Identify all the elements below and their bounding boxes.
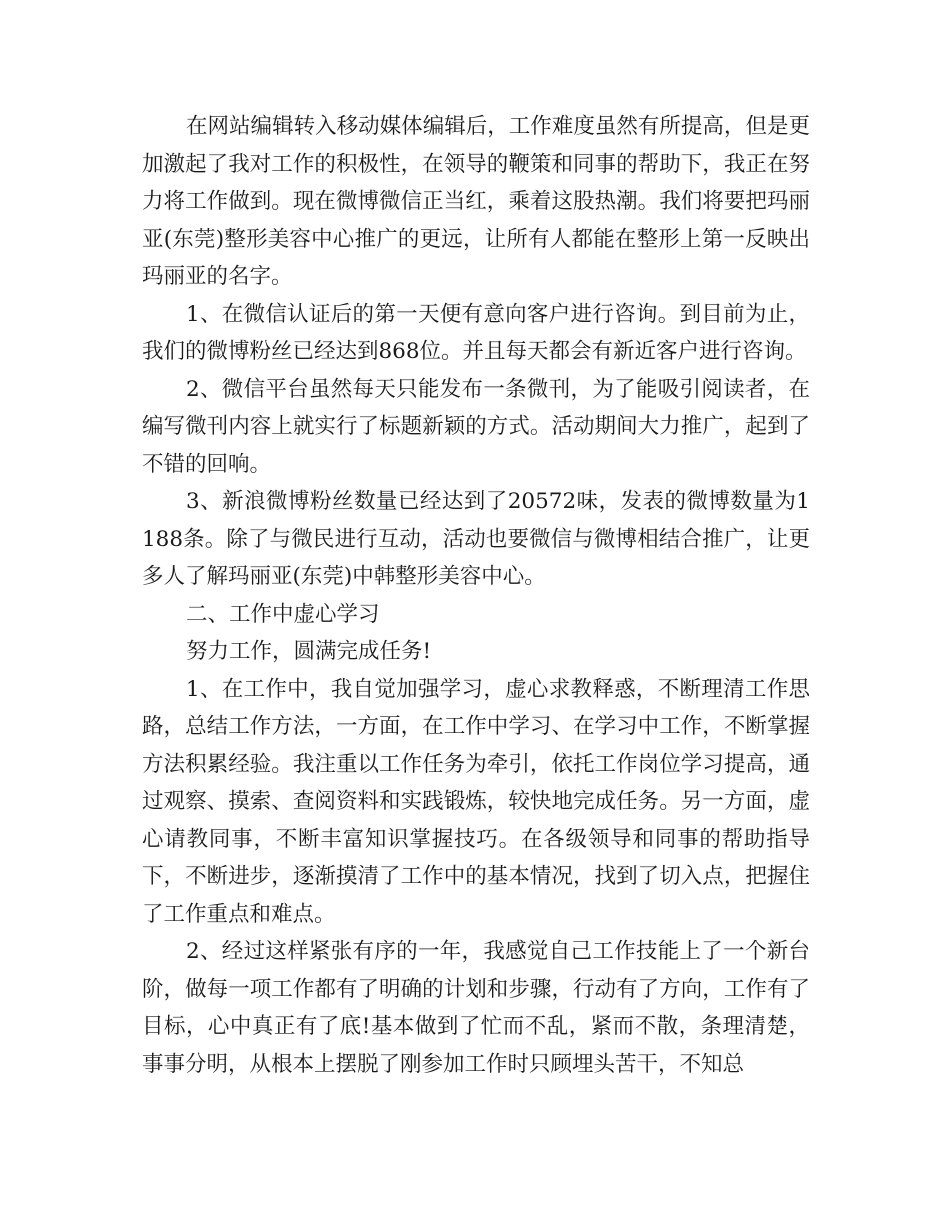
- section-heading-learning: 二、工作中虚心学习: [186, 601, 380, 627]
- paragraph-item-3-sina-weibo: 3、新浪微博粉丝数量已经达到了20572味，发表的微博数量为1188条。除了与微民进行互动，活动也要微信与微博相结合推广，让更多人了解玛丽亚(东莞)中韩整形美容中心。: [142, 489, 810, 589]
- paragraph-intro: 在网站编辑转入移动媒体编辑后，工作难度虽然有所提高，但是更加激起了我对工作的积极性，在领导的鞭策和同事的帮助下，我正在努力将工作做到。现在微博微信正当红，乘着这股热潮。我们将要把玛丽亚(东莞)整形美容中心推广的更远，让所有人都能在整形上第一反映出玛丽亚的名字。: [142, 114, 810, 289]
- paragraph-slogan: 努力工作，圆满完成任务!: [186, 639, 432, 664]
- paragraph-item-2-wechat-platform: 2、微信平台虽然每天只能发布一条微刊，为了能吸引阅读者，在编写微刊内容上就实行了标题新颖的方式。活动期间大力推广，起到了不错的回响。: [142, 376, 810, 477]
- paragraph-learning-item-2: 2、经过这样紧张有序的一年，我感觉自己工作技能上了一个新台阶，做每一项工作都有了明确的计划和步骤，行动有了方向，工作有了目标，心中真正有了底!基本做到了忙而不乱，紧而不散，条理清楚，事事分明，从根本上摆脱了刚参加工作时只顾埋头苦干，不知总: [142, 939, 810, 1077]
- document-body: [142, 108, 810, 1083]
- paragraph-item-1-wechat-certification: 1、在微信认证后的第一天便有意向客户进行咨询。到目前为止，我们的微博粉丝已经达到868位。并且每天都会有新近客户进行咨询。: [142, 301, 810, 364]
- paragraph-learning-item-1: 1、在工作中，我自觉加强学习，虚心求教释惑，不断理清工作思路，总结工作方法，一方面，在工作中学习、在学习中工作，不断掌握方法积累经验。我注重以工作任务为牵引，依托工作岗位学习提高，通过观察、摸索、查阅资料和实践锻炼，较快地完成任务。另一方面，虚心请教同事，不断丰富知识掌握技巧。在各级领导和同事的帮助指导下，不断进步，逐渐摸清了工作中的基本情况，找到了切入点，把握住了工作重点和难点。: [142, 676, 810, 927]
